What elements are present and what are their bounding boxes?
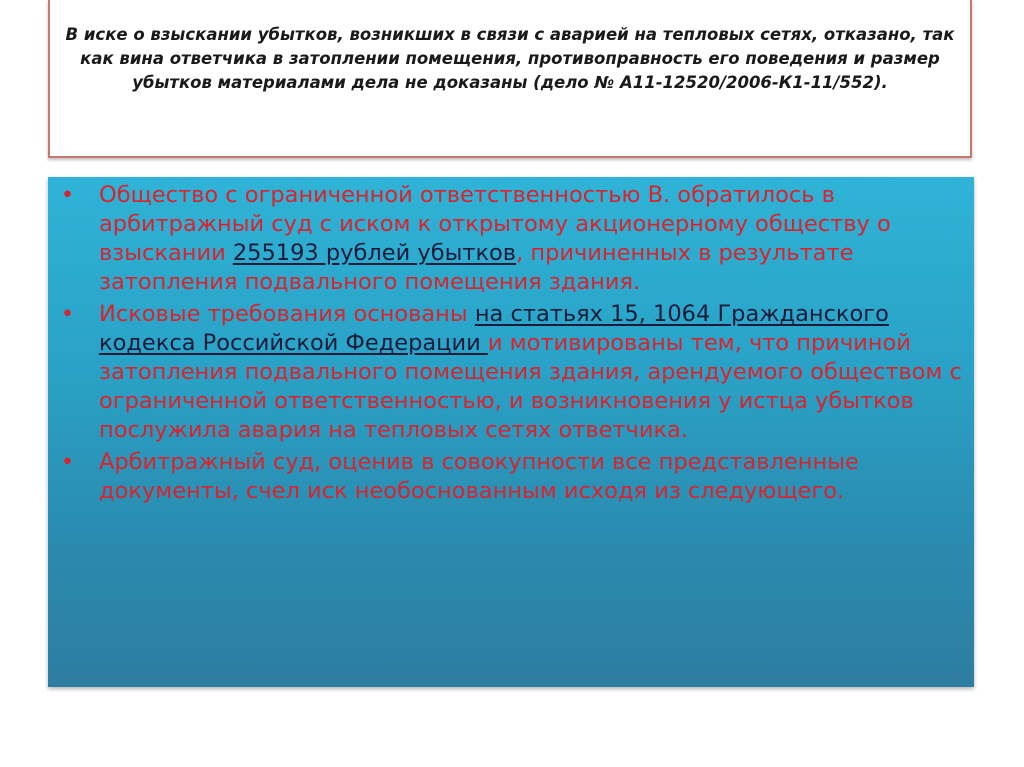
- bullet-text: и мотивированы тем, что причиной затопления подвального помещения здания, арендуемого обществом с ограниченной ответственностью, и возникновения у истца убытков послужила авария на тепловых сетях ответчика.: [99, 330, 962, 443]
- bullet-text: Арбитражный суд, оценив в совокупности все представленные документы, счел иск необоснованным исходя из следующего.: [99, 449, 859, 504]
- slide-title: В иске о взыскании убытков, возникших в связи с аварией на тепловых сетях, отказано, так как вина ответчика в затоплении помещения, противоправность его поведения и размер убытков материалами дела не доказаны (дело № А11-12520/2006-К1-11/552).: [65, 25, 955, 92]
- bullet-text: Исковые требования основаны: [99, 301, 475, 327]
- bullet-item-1: [48, 181, 974, 297]
- bullet-marker: •: [61, 302, 74, 327]
- bullet-item-3: [48, 448, 974, 506]
- title-box: [48, 0, 972, 158]
- law-articles-link[interactable]: на статьях 15, 1064 Гражданского кодекса Российской Федерации: [99, 301, 889, 356]
- amount-link[interactable]: 255193 рублей убытков: [232, 240, 517, 266]
- content-panel: [48, 177, 974, 687]
- bullet-text: , причиненных в результате затопления подвального помещения здания.: [99, 240, 854, 295]
- bullet-text: Общество с ограниченной ответственностью В. обратилось в арбитражный суд с иском к открытому акционерному обществу о взыскании: [99, 182, 891, 266]
- bullet-marker: •: [61, 450, 74, 475]
- bullet-item-2: [48, 300, 974, 445]
- bullet-marker: •: [61, 183, 74, 208]
- bullet-list: [48, 181, 974, 509]
